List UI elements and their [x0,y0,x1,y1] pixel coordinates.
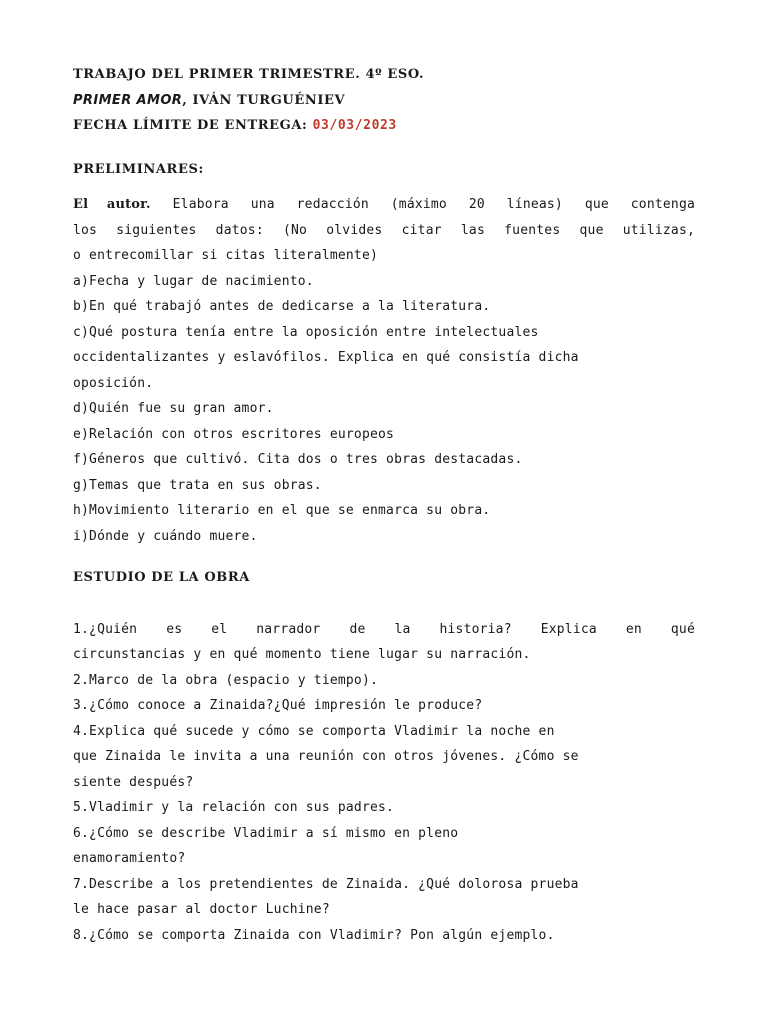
question-line: 5.Vladimir y la relación con sus padres. [73,800,395,815]
question-line: 3.¿Cómo conoce a Zinaida?¿Qué impresión le produce? [73,698,483,713]
question-line: 6.¿Cómo se describe Vladimir a sí mismo en pleno [73,825,459,841]
list-item: d)Quién fue su gran amor. [73,401,274,416]
list-item: oposición. [73,375,154,391]
book-title: PRIMER AMOR [73,92,183,108]
author-name: , IVÁN TURGUÉNIEV [182,92,346,108]
author-intro-rest: Elabora una redacción (máximo 20 líneas) que contenga [150,197,695,212]
author-intro-line-2: los siguientes datos: (No olvides citar las fuentes que utilizas, [73,222,695,238]
list-item: f)Géneros que cultivó. Cita dos o tres obras destacadas. [73,452,523,467]
list-item: e)Relación con otros escritores europeos [73,426,395,442]
question-line: 4.Explica qué sucede y cómo se comporta Vladimir la noche en [73,723,555,739]
question-line: 7.Describe a los pretendientes de Zinaida. ¿Qué dolorosa prueba [73,876,579,892]
list-item: occidentalizantes y eslavófilos. Explica en qué consistía dicha [73,350,579,365]
book-author-line [73,88,695,114]
deadline-date: 03/03/2023 [312,118,397,133]
question-line: 2.Marco de la obra (espacio y tiempo). [73,672,379,688]
deadline-label: FECHA LÍMITE DE ENTREGA: [73,118,313,133]
question-line: 1.¿Quién es el narrador de la historia? Explica en qué [73,621,695,637]
question-line: 8.¿Cómo se comporta Zinaida con Vladimir? Pon algún ejemplo. [73,927,555,943]
list-item: c)Qué postura tenía entre la oposición entre intelectuales [73,324,539,340]
assignment-title: TRABAJO DEL PRIMER TRIMESTRE. 4º ESO. [73,67,425,82]
estudio-heading: ESTUDIO DE LA OBRA [73,570,250,585]
list-item: b)En qué trabajó antes de dedicarse a la literatura. [73,299,491,314]
question-line: circunstancias y en qué momento tiene lugar su narración. [73,647,531,662]
preliminares-heading: PRELIMINARES: [73,161,204,177]
author-intro-bold: El autor. [73,197,151,212]
list-item: a)Fecha y lugar de nacimiento. [73,273,314,289]
document-page [73,62,695,948]
question-line: siente después? [73,774,194,790]
list-item: h)Movimiento literario en el que se enmarca su obra. [73,503,491,518]
list-item: i)Dónde y cuándo muere. [73,528,258,544]
list-item: g)Temas que trata en sus obras. [73,477,322,493]
author-intro-line-1 [73,192,695,218]
question-line: que Zinaida le invita a una reunión con otros jóvenes. ¿Cómo se [73,749,579,764]
author-intro-line-3: o entrecomillar si citas literalmente) [73,248,379,263]
question-line: enamoramiento? [73,851,186,866]
deadline-line [73,113,695,139]
question-line: le hace pasar al doctor Luchine? [73,902,330,917]
